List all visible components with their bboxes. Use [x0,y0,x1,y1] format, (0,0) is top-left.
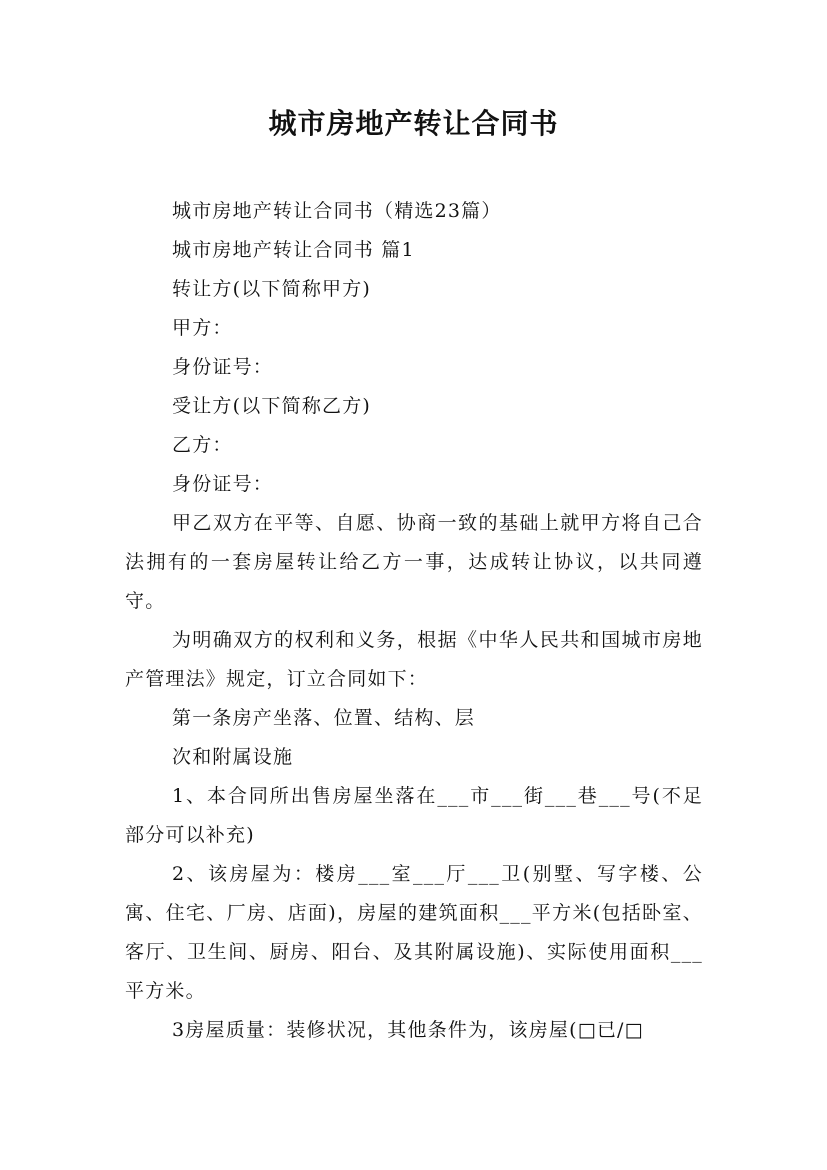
clause-house-quality: 3房屋质量：装修状况，其他条件为，该房屋(□已/□ [172,1019,644,1041]
party-b-id-field: 身份证号： [172,473,274,495]
agreement-paragraph: 甲乙双方在平等、自愿、协商一致的基础上就甲方将自己合法拥有的一套房屋转让给乙方一事，达成转让协议，以共同遵守。 [125,512,703,612]
section-heading: 城市房地产转让合同书 篇1 [172,239,415,261]
clause-location: 1、本合同所出售房屋坐落在___市___街___巷___号(不足部分可以补充) [125,785,703,846]
transferor-label: 转让方(以下简称甲方) [172,278,372,300]
transferee-label: 受让方(以下简称乙方) [172,395,372,417]
clause-house-type: 2、该房屋为：楼房___室___厅___卫(别墅、写字楼、公寓、住宅、厂房、店面)，房屋的建筑面积___平方米(包括卧室、客厅、卫生间、厨房、阳台、及其附属设施)、实际使用面积___平方米。 [125,863,703,1002]
legal-basis-paragraph: 为明确双方的权利和义务，根据《中华人民共和国城市房地产管理法》规定，订立合同如下： [125,629,703,690]
party-a-id-field: 身份证号： [172,356,274,378]
subtitle-line: 城市房地产转让合同书（精选23篇） [172,200,502,222]
article-one-heading: 第一条房产坐落、位置、结构、层 [172,707,476,729]
document-title: 城市房地产转让合同书 [268,107,559,140]
party-a-field: 甲方： [172,317,233,339]
party-b-field: 乙方： [172,434,233,456]
article-one-heading-cont: 次和附属设施 [172,746,294,768]
document-body [125,192,703,1050]
